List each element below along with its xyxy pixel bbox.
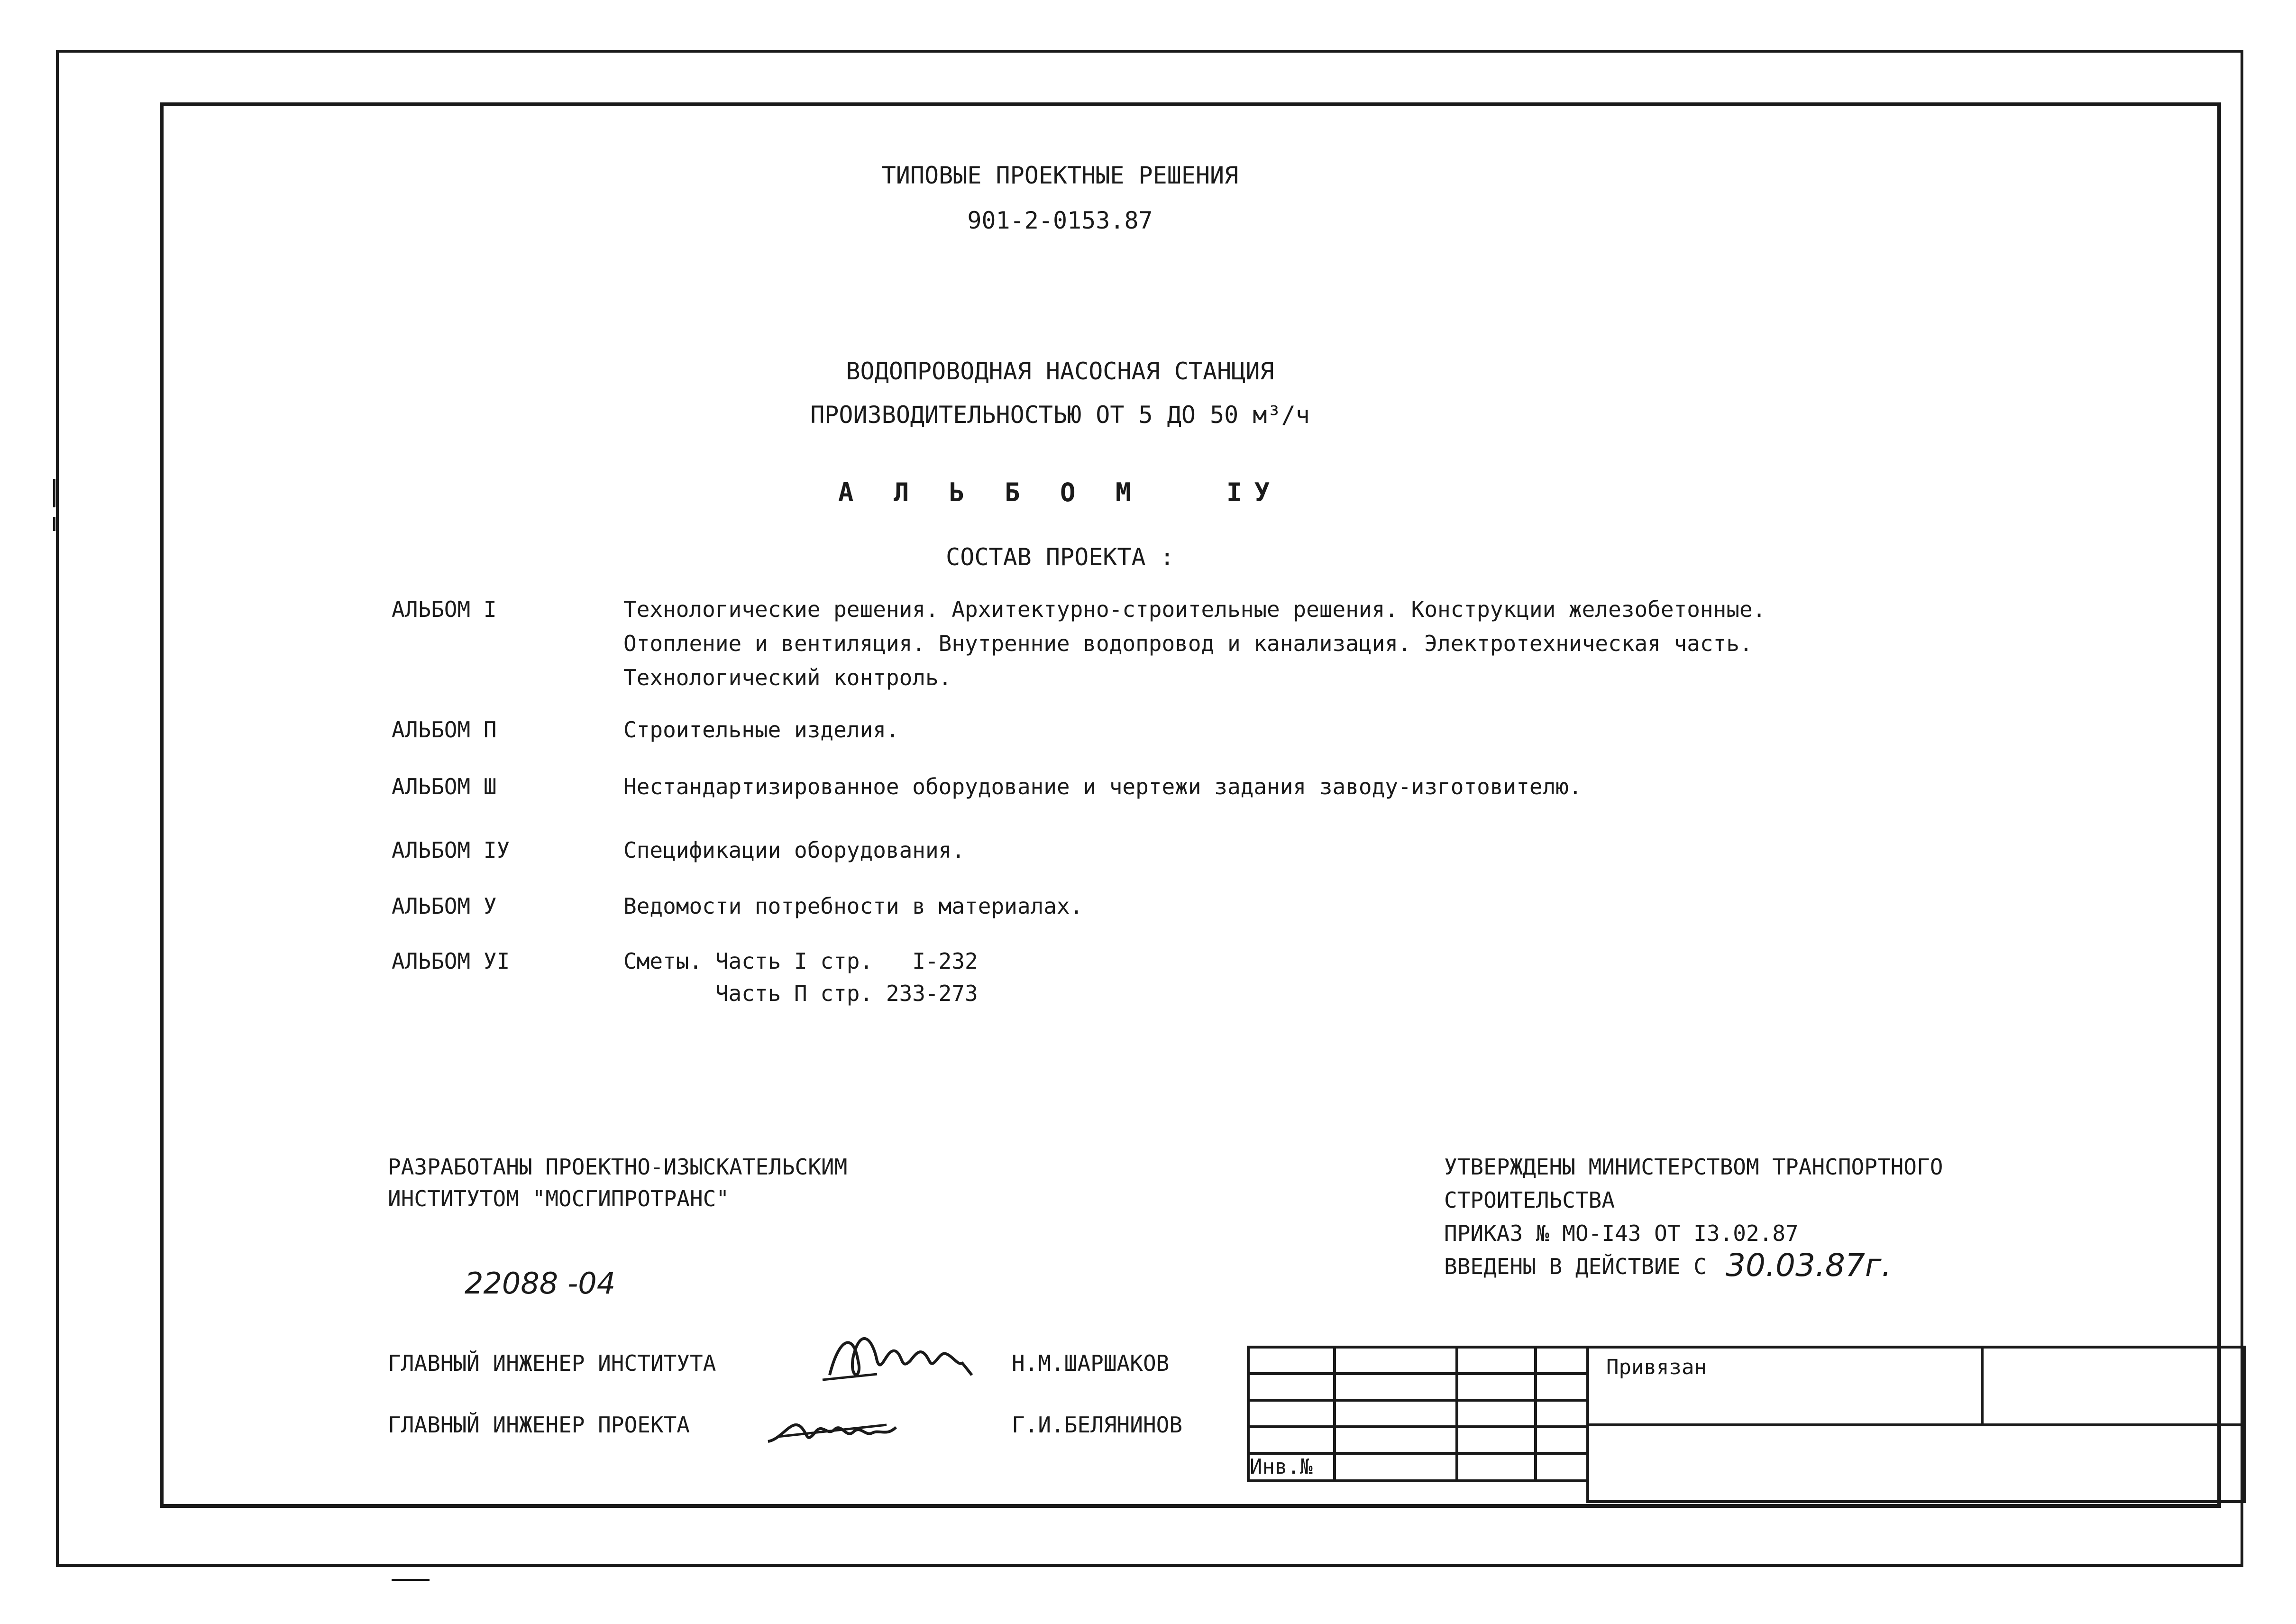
album-desc: Спецификации оборудования. [623, 837, 965, 863]
album-desc: Отопление и вентиляция. Внутренние водопровод и канализация. Электротехническая часть. [623, 631, 1753, 656]
signature-role: ГЛАВНЫЙ ИНЖЕНЕР ИНСТИТУТА [388, 1350, 716, 1376]
album-label: АЛЬБОМ IУ [392, 837, 510, 863]
approval-line4: ВВЕДЕНЫ В ДЕЙСТВИЕ С [1444, 1254, 1707, 1279]
stamp-grid [1247, 1346, 1589, 1482]
project-title-line2: ПРОИЗВОДИТЕЛЬНОСТЬЮ ОТ 5 ДО 50 м³/ч [810, 401, 1310, 429]
signature-name: Г.И.БЕЛЯНИНОВ [1012, 1412, 1183, 1438]
signature-scribble-2 [763, 1399, 906, 1456]
album-label: АЛЬБОМ П [392, 717, 497, 743]
approval-line3: ПРИКАЗ № МО-I43 ОТ I3.02.87 [1444, 1220, 1799, 1246]
album-desc: Технологический контроль. [623, 665, 952, 690]
album-desc: Технологические решения. Архитектурно-строительные решения. Конструкции железобетонные. [623, 596, 1766, 622]
album-desc: Строительные изделия. [623, 717, 899, 743]
album-label: АЛЬБОМ У [392, 893, 497, 919]
signature-name: Н.М.ШАРШАКОВ [1012, 1350, 1170, 1376]
stamp-tied-grid [1586, 1346, 2246, 1503]
signature-scribble-1 [820, 1318, 981, 1389]
developer-line1: РАЗРАБОТАНЫ ПРОЕКТНО-ИЗЫСКАТЕЛЬСКИМ [388, 1154, 848, 1180]
inventory-label: Инв.№ [1250, 1455, 1313, 1479]
project-title-line1: ВОДОПРОВОДНАЯ НАСОСНАЯ СТАНЦИЯ [846, 358, 1274, 385]
tied-label: Привязан [1606, 1355, 1707, 1379]
approval-date: 30.03.87г. [1726, 1247, 1892, 1284]
composition-title: СОСТАВ ПРОЕКТА : [946, 543, 1174, 571]
series-title: ТИПОВЫЕ ПРОЕКТНЫЕ РЕШЕНИЯ [881, 162, 1239, 189]
album-title: А Л Ь Б О М IУ [838, 477, 1282, 507]
series-number: 901-2-0153.87 [967, 207, 1153, 234]
album-label: АЛЬБОМ Ш [392, 774, 497, 799]
album-label: АЛЬБОМ УI [392, 948, 510, 974]
album-desc: Ведомости потребности в материалах. [623, 893, 1083, 919]
album-label: АЛЬБОМ I [392, 596, 497, 622]
footer-dash [392, 1579, 430, 1581]
album-desc: Сметы. Часть I стр. I-232 [623, 948, 978, 974]
margin-mark [53, 479, 55, 507]
approval-line1: УТВЕРЖДЕНЫ МИНИСТЕРСТВОМ ТРАНСПОРТНОГО [1444, 1154, 1943, 1180]
signature-role: ГЛАВНЫЙ ИНЖЕНЕР ПРОЕКТА [388, 1412, 690, 1438]
album-desc: Часть П стр. 233-273 [623, 981, 978, 1006]
approval-line2: СТРОИТЕЛЬСТВА [1444, 1187, 1615, 1213]
developer-line2: ИНСТИТУТОМ "МОСГИПРОТРАНС" [388, 1186, 730, 1211]
handwritten-number: 22088 -04 [465, 1266, 616, 1301]
margin-mark [53, 517, 55, 531]
album-desc: Нестандартизированное оборудование и чертежи задания заводу-изготовителю. [623, 774, 1582, 799]
